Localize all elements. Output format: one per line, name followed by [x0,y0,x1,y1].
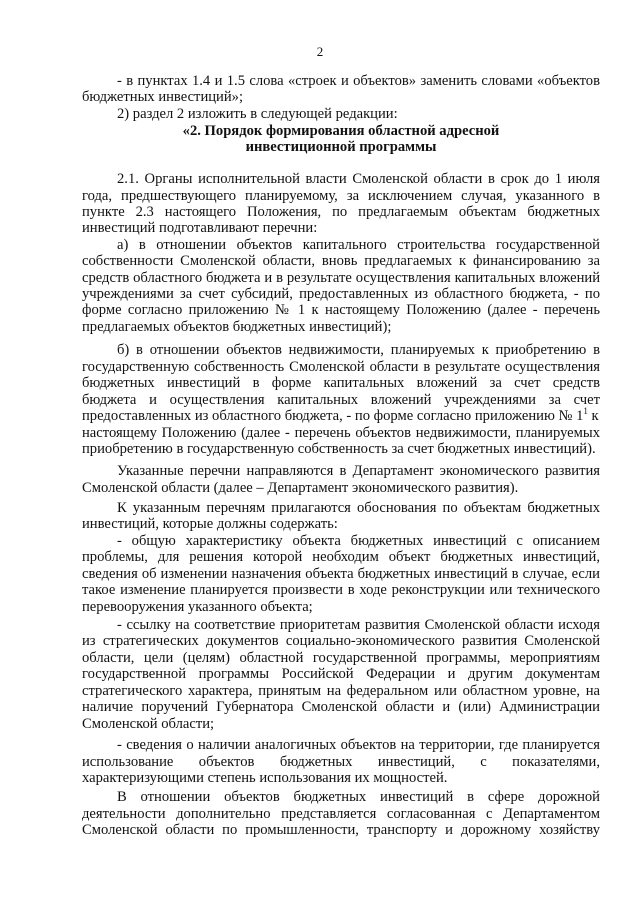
text-line: приобретению в государственную собственность за счет бюджетных инвестиций). [82,441,596,457]
text-line: Указанные перечни направляются в Департамент экономического развития [117,463,600,479]
text-line: В отношении объектов бюджетных инвестиций в сфере дорожной [117,789,600,805]
text-line: 2.1. Органы исполнительной власти Смоленской области в срок до 1 июля [117,171,600,187]
text-line: государственной программы Российской Федерации и другим документам [82,666,600,682]
text-line: инвестиций подготавливают перечни: [82,220,318,236]
text-line: учреждениями за счет субсидий, предоставленных из областного бюджета, - по [82,286,600,302]
text-line: пункте 2.3 настоящего Положения, по предлагаемым объектам бюджетных [82,204,600,220]
text-line-with-sup [82,408,600,424]
text-line: использование объектов бюджетных инвестиций, с показателями, [82,754,600,770]
text-line: бюджета и осуществления капитальных вложений учреждениями за счет [82,392,600,408]
text-line: такое изменение планируется произвести в ходе реконструкции или технического [82,582,600,598]
text-line: инвестиций, которые должны содержать: [82,516,338,532]
text-line: из стратегических документов социально-экономического развития Смоленской [82,633,600,649]
text-line: предлагаемых объектов бюджетных инвестиций); [82,319,392,335]
page-number: 2 [316,44,324,59]
text-line: Смоленской области; [82,716,215,732]
section-heading: «2. Порядок формирования областной адресной [182,123,500,139]
superscript: 1 [583,406,588,417]
text-line: форме согласно приложению № 1 к настоящему Положению (далее - перечень [82,302,600,318]
text-line: наличие поручений Губернатора Смоленской области и (или) Администрации [82,699,600,715]
text-line: - в пунктах 1.4 и 1.5 слова «строек и объектов» заменить словами «объектов [117,73,600,89]
text-line: области, цели (целям) областной государственной программы, мероприятиям [82,650,600,666]
text-fragment: предоставленных из областного бюджета, - по форме согласно приложению № 1 [82,408,584,424]
text-line: деятельности дополнительно представляется согласованная с Департаментом [82,806,600,822]
text-line: государственную собственность Смоленской области в результате осуществления [82,359,600,375]
text-line: перевооружения указанного объекта; [82,599,313,615]
text-line: настоящему Положению (далее - перечень объектов недвижимости, планируемых [82,425,600,441]
text-line: К указанным перечням прилагаются обоснования по объектам бюджетных [117,500,600,516]
text-line: а) в отношении объектов капитального строительства государственной [117,237,600,253]
text-line: 2) раздел 2 изложить в следующей редакции: [117,106,398,122]
text-line: - сведения о наличии аналогичных объектов на территории, где планируется [117,737,600,753]
text-line: стратегического характера, принятым на федеральном или областном уровне, на [82,683,600,699]
text-line: б) в отношении объектов недвижимости, планируемых к приобретению в [117,342,600,358]
text-line: сведения об изменении назначения объекта бюджетных инвестиций в случае, если [82,566,600,582]
text-line: бюджетных инвестиций в форме капитальных вложений за счет средств [82,375,600,391]
section-heading: инвестиционной программы [245,139,437,155]
text-line: года, предшествующего планируемому, за исключением случая, указанного в [82,188,600,204]
text-line: Смоленской области (далее – Департамент экономического развития). [82,480,519,496]
text-line: Смоленской области по промышленности, транспорту и дорожному хозяйству [82,822,600,838]
text-fragment: к [587,408,599,424]
text-line: проблемы, для решения которой необходим объект бюджетных инвестиций, [82,549,600,565]
text-line: характеризующими степень использования их мощностей. [82,770,448,786]
text-line: бюджетных инвестиций»; [82,89,244,105]
text-line: - общую характеристику объекта бюджетных инвестиций с описанием [117,533,600,549]
text-line: средств областного бюджета и в результате осуществления капитальных вложений [82,270,600,286]
text-line: собственности Смоленской области, вновь предлагаемых к финансированию за [82,253,600,269]
text-line: - ссылку на соответствие приоритетам развития Смоленской области исходя [117,617,600,633]
